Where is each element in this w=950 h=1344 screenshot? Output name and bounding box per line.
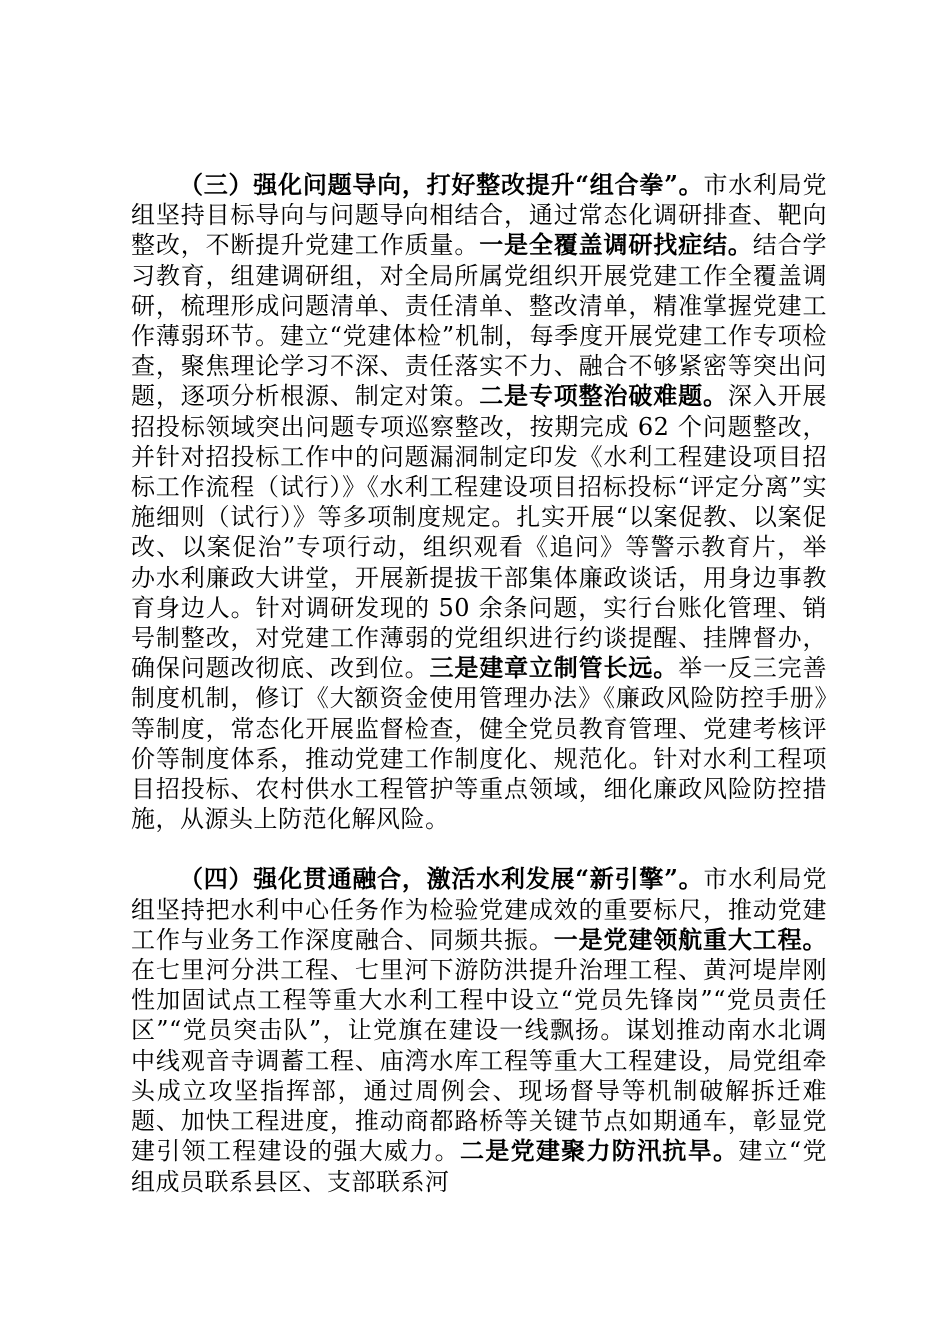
point-one-heading: 一是全覆盖调研找症结。 [479,230,753,260]
point-two-heading: 二是专项整治破难题。 [479,381,728,411]
point-one-body: 结合学习教育，组建调研组，对全局所属党组织开展党建工作全覆盖调研，梳理形成问题清单、责任清单、整改清单，精准掌握党建工作薄弱环节。建立“党建体检”机制，每季度开展党建工作专项检查，聚焦理论学习不深、责任落实不力、融合不够紧密等突出问题，逐项分析根源、制定对策。 [131,231,828,411]
section-four-intro: 市水利局党组坚持把水利中心任务作为检验党建成效的重要标尺，推动党建工作与业务工作深度融合、同频共振。 [131,865,828,954]
section-four-paragraph [131,864,827,1196]
section-three-intro: 市水利局党组坚持目标导向与问题导向相结合，通过常态化调研排查、靶向整改，不断提升党建工作质量。 [131,171,828,260]
document-body [131,170,827,1197]
point-one-heading: 一是党建领航重大工程。 [553,924,827,954]
point-two-heading: 二是党建聚力防汛抗旱。 [459,1136,739,1166]
point-one-body: 在七里河分洪工程、七里河下游防洪提升治理工程、黄河堤岸刚性加固试点工程等重大水利工程中设立“党员先锋岗”“党员责任区”“党员突击队”，让党旗在建设一线飘扬。谋划推动南水北调中线观音寺调蓄工程、庙湾水库工程等重大工程建设，局党组牵头成立攻坚指挥部，通过周例会、现场督导等机制破解拆迁难题、加快工程进度，推动商都路桥等关键节点如期通车，彰显党建引领工程建设的强大威力。 [131,956,827,1166]
point-three-heading: 三是建章立制管长远。 [429,653,679,683]
section-four-heading: （四）强化贯通融合，激活水利发展“新引擎”。 [179,864,704,894]
point-two-body: 建立“党组成员联系县区、支部联系河 [131,1137,828,1196]
section-three-heading: （三）强化问题导向，打好整改提升“组合拳”。 [179,170,704,199]
point-three-body: 举一反三完善制度机制，修订《大额资金使用管理办法》《廉政风险防控手册》等制度，常态化开展监督检查，健全党员教育管理、党建考核评价等制度体系，推动党建工作制度化、规范化。针对水利工程项目招投标、农村供水工程管护等重点领域，细化廉政风险防控措施，从源头上防范化解风险。 [131,654,828,834]
section-three-paragraph [131,170,827,834]
point-two-body: 深入开展招投标领域突出问题专项巡察整改，按期完成 62 个问题整改，并针对招投标工作中的问题漏洞制定印发《水利工程建设项目招标工作流程（试行）》《水利工程建设项目招标投标“评定分离”实施细则（试行）》等多项制度规定。扎实开展“以案促教、以案促改、以案促治”专项行动，组织观看《追问》等警示教育片，举办水利廉政大讲堂，开展新提拔干部集体廉政谈话，用身边事教育身边人。针对调研发现的 50 余条问题，实行台账化管理、销号制整改，对党建工作薄弱的党组织进行约谈提醒、挂牌督办，确保问题改彻底、改到位。 [131,382,828,683]
